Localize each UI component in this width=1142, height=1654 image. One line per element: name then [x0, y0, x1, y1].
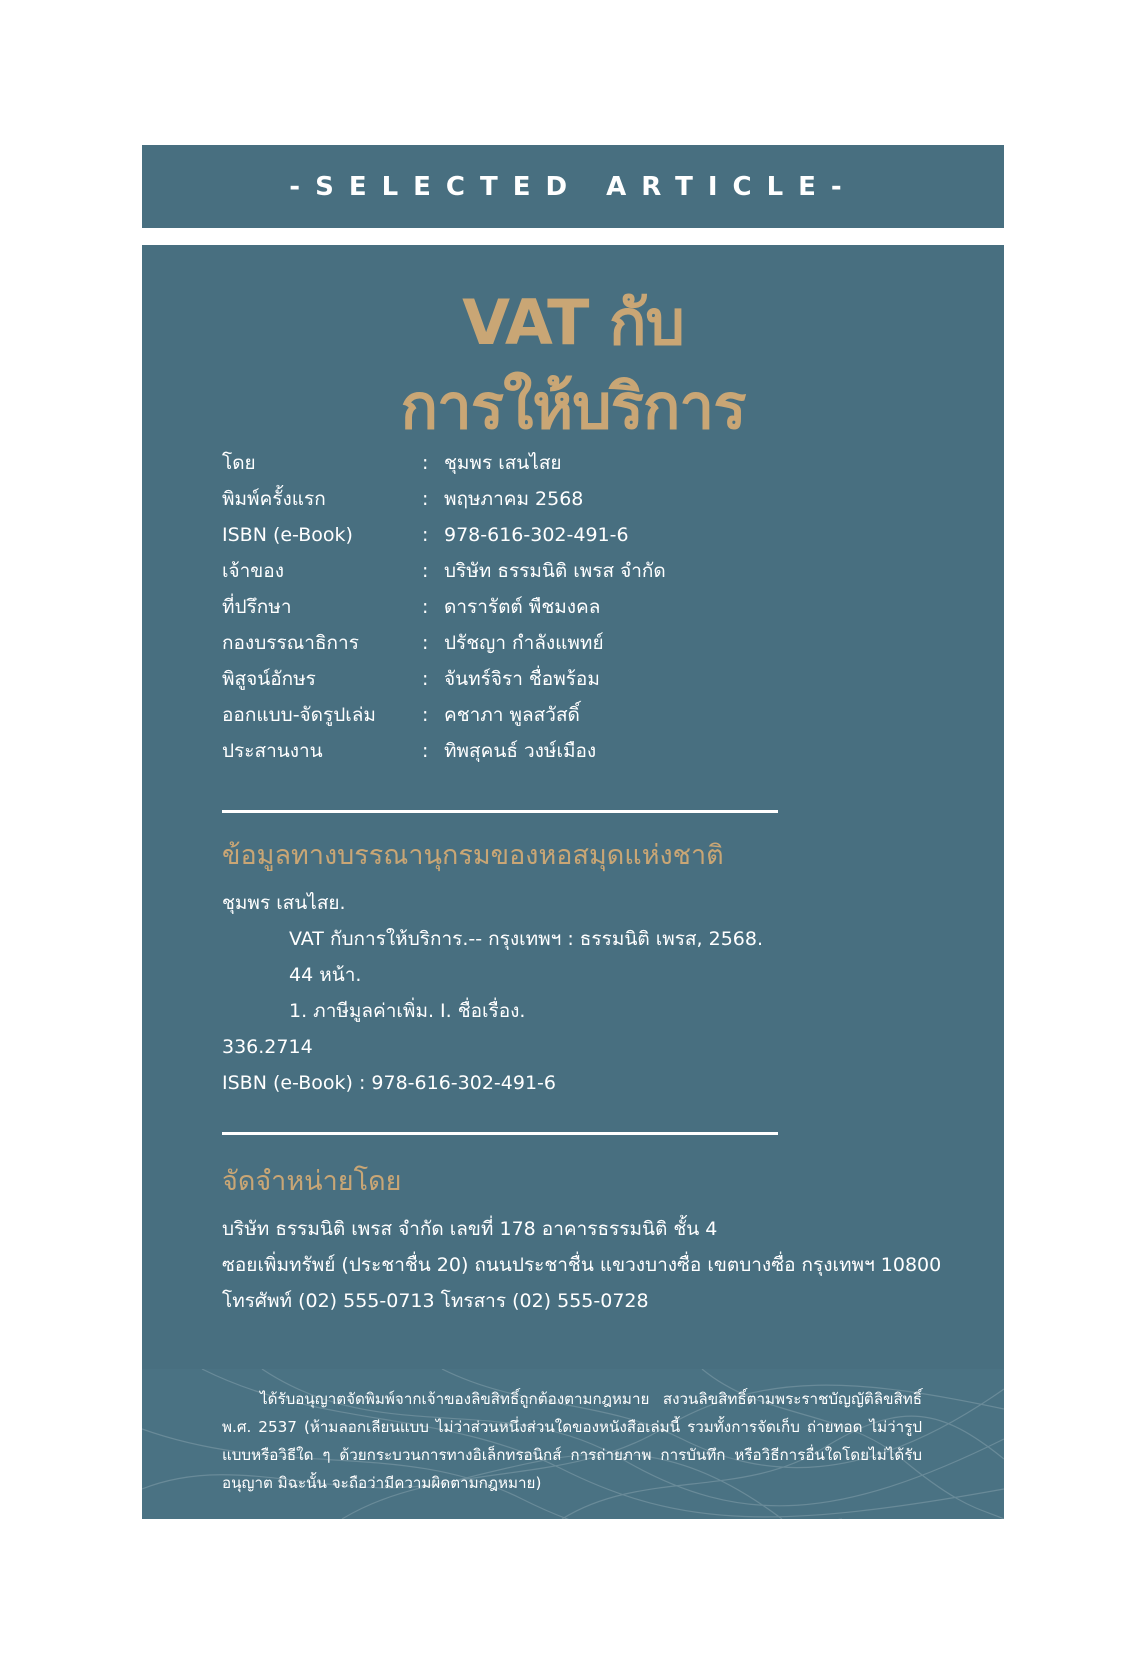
catalog-pages: 44 หน้า.	[289, 964, 362, 986]
meta-colon: :	[422, 560, 429, 582]
meta-label: โดย	[222, 452, 256, 474]
meta-row-advisor	[222, 589, 922, 625]
publication-details	[222, 445, 922, 769]
colophon-panel	[142, 245, 1004, 1519]
meta-label: พิมพ์ครั้งแรก	[222, 488, 326, 510]
meta-colon: :	[422, 524, 429, 546]
selected-article-banner	[142, 145, 1004, 228]
meta-value: 978-616-302-491-6	[444, 524, 629, 546]
distributor-address	[222, 1211, 962, 1319]
meta-row-owner	[222, 553, 922, 589]
meta-label: ที่ปรึกษา	[222, 596, 292, 618]
meta-colon: :	[422, 596, 429, 618]
meta-value: ชุมพร เสนไสย	[444, 452, 562, 474]
divider	[222, 810, 778, 813]
meta-value: บริษัท ธรรมนิติ เพรส จำกัด	[444, 560, 666, 582]
catalog-heading: ข้อมูลทางบรรณานุกรมของหอสมุดแห่งชาติ	[222, 840, 724, 871]
meta-row-design	[222, 697, 922, 733]
meta-label: เจ้าของ	[222, 560, 284, 582]
meta-value: ปรัชญา กำลังแพทย์	[444, 632, 604, 654]
meta-value: ทิพสุคนธ์ วงษ์เมือง	[444, 740, 597, 762]
distributor-line-3: โทรศัพท์ (02) 555-0713 โทรสาร (02) 555-0728	[222, 1290, 649, 1312]
meta-row-editorial	[222, 625, 922, 661]
meta-row-author	[222, 445, 922, 481]
copyright-notice: ได้รับอนุญาตจัดพิมพ์จากเจ้าของลิขสิทธิ์ถูกต้องตามกฎหมาย สงวนลิขสิทธิ์ตามพระราชบัญญัติลิขสิทธิ์ พ.ศ. 2537 (ห้ามลอกเลียนแบบ ไม่ว่าส่วนหนึ่งส่วนใดของหนังสือเล่มนี้ รวมทั้งการจัดเก็บ ถ่ายทอด ไม่ว่ารูปแบบหรือวิธีใด ๆ ด้วยกระบวนการทางอิเล็กทรอนิกส์ การถ่ายภาพ การบันทึก หรือวิธีการอื่นใดโดยไม่ได้รับอนุญาต มิฉะนั้น จะถือว่ามีความผิดตามกฎหมาย)	[222, 1390, 922, 1492]
meta-colon: :	[422, 632, 429, 654]
book-title-line-2: การให้บริการ	[400, 370, 746, 443]
meta-value: พฤษภาคม 2568	[444, 488, 584, 510]
meta-colon: :	[422, 668, 429, 690]
divider	[222, 1132, 778, 1135]
distributor-line-2: ซอยเพิ่มทรัพย์ (ประชาชื่น 20) ถนนประชาชื่น แขวงบางซื่อ เขตบางซื่อ กรุงเทพฯ 10800	[222, 1254, 942, 1276]
distribution-heading: จัดจำหน่ายโดย	[222, 1166, 402, 1197]
meta-value: ดารารัตต์ พืชมงคล	[444, 596, 601, 618]
meta-colon: :	[422, 740, 429, 762]
banner-text: -SELECTED ARTICLE-	[289, 171, 857, 202]
meta-colon: :	[422, 452, 429, 474]
meta-row-isbn	[222, 517, 922, 553]
distributor-line-1: บริษัท ธรรมนิติ เพรส จำกัด เลขที่ 178 อาคารธรรมนิติ ชั้น 4	[222, 1218, 718, 1240]
book-title-line-1: VAT กับ	[462, 286, 684, 359]
catalog-author: ชุมพร เสนไสย.	[222, 892, 346, 914]
meta-label: ประสานงาน	[222, 740, 323, 762]
catalog-subject: 1. ภาษีมูลค่าเพิ่ม. I. ชื่อเรื่อง.	[289, 1000, 526, 1022]
book-title	[142, 281, 1004, 449]
meta-label: พิสูจน์อักษร	[222, 668, 316, 690]
meta-colon: :	[422, 488, 429, 510]
meta-row-proofreading	[222, 661, 922, 697]
catalog-entry: VAT กับการให้บริการ.-- กรุงเทพฯ : ธรรมนิติ เพรส, 2568.	[289, 928, 763, 950]
catalog-record	[222, 885, 942, 1101]
meta-row-first-print	[222, 481, 922, 517]
catalog-class-number: 336.2714	[222, 1036, 313, 1058]
meta-label: ISBN (e-Book)	[222, 524, 353, 546]
catalog-isbn: ISBN (e-Book) : 978-616-302-491-6	[222, 1072, 556, 1094]
meta-row-coordination	[222, 733, 922, 769]
meta-colon: :	[422, 704, 429, 726]
meta-value: จันทร์จิรา ชื่อพร้อม	[444, 668, 600, 690]
copyright-footer	[142, 1369, 1004, 1519]
meta-label: ออกแบบ-จัดรูปเล่ม	[222, 704, 376, 726]
meta-label: กองบรรณาธิการ	[222, 632, 359, 654]
meta-value: คชาภา พูลสวัสดิ์	[444, 704, 580, 726]
